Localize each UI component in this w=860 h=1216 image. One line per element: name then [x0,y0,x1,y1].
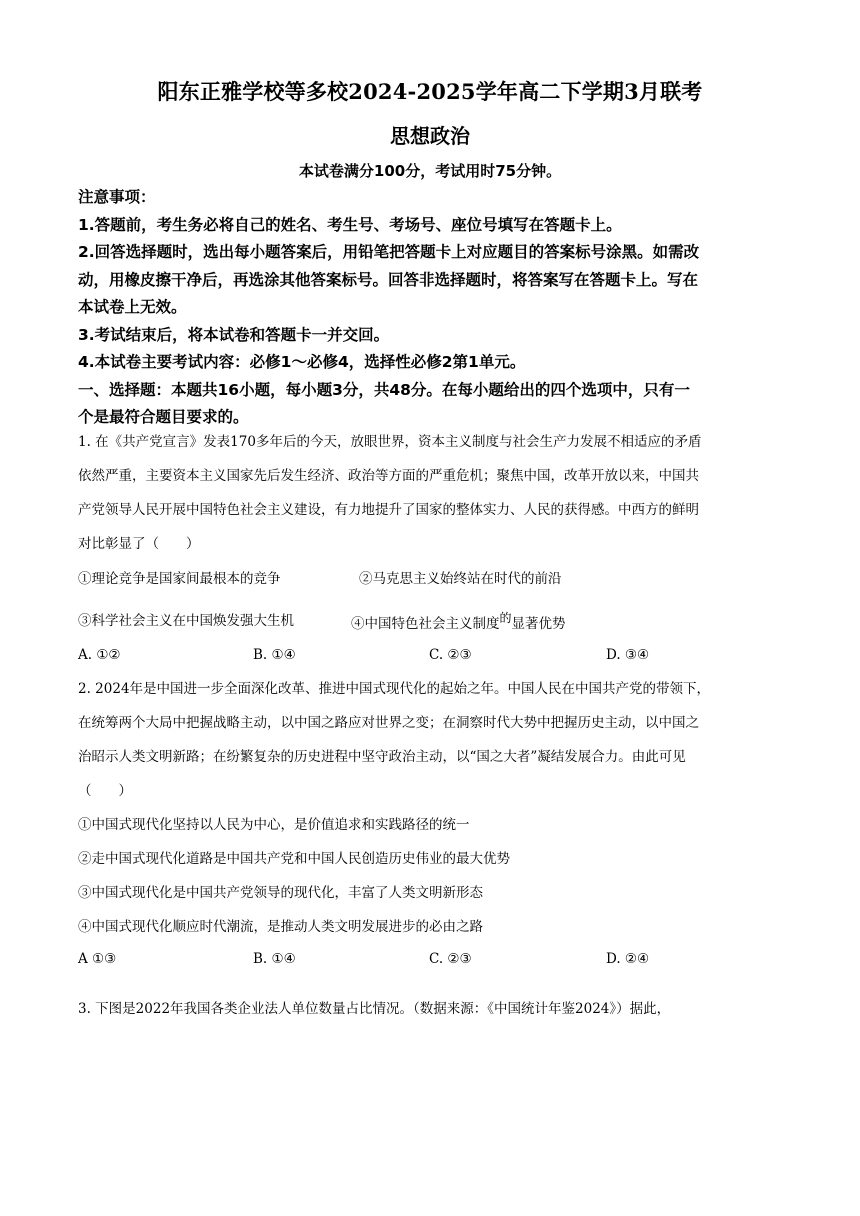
notice-item: 4.本试卷主要考试内容：必修1～必修4，选择性必修2第1单元。 [78,353,526,371]
notice-item: 1.答题前，考生务必将自己的姓名、考生号、考场号、座位号填写在答题卡上。 [78,215,622,234]
notice-item: 3.考试结束后，将本试卷和答题卡一并交回。 [78,325,390,344]
statement: ①理论竞争是国家间最根本的竞争 [78,571,281,587]
option-c[interactable]: C. ②③ [429,647,472,663]
exam-subject: 思想政治 [390,124,470,148]
notice-heading: 注意事项： [78,188,156,206]
statement: ②走中国式现代化道路是中国共产党和中国人民创造历史伟业的最大优势 [78,851,510,867]
question-2-stem [78,672,790,944]
question-line: 产党领导人民开展中国特色社会主义建设，有力地提升了国家的整体实力、人民的获得感。中西方的鲜明 [78,502,699,518]
option-c[interactable]: C. ②③ [429,951,472,967]
option-b[interactable]: B. ①④ [253,647,296,663]
option-b[interactable]: B. ①④ [253,951,296,967]
statement: ③中国式现代化是中国共产党领导的现代化，丰富了人类文明新形态 [78,885,483,901]
question-line: 在统筹两个大局中把握战略主动，以中国之路应对世界之变；在洞察时代大势中把握历史主动，以中国之 [78,715,699,731]
exam-title: 阳东正雅学校等多校2024-2025学年高二下学期3月联考 [157,79,703,104]
question-line: 对比彰显了（ ） [78,536,200,552]
statement: ①中国式现代化坚持以人民为中心，是价值追求和实践路径的统一 [78,817,470,833]
exam-info: 本试卷满分100分，考试用时75分钟。 [298,162,562,180]
notice-item: 2.回答选择题时，选出每小题答案后，用铅笔把答题卡上对应题目的答案标号涂黑。如需改 [78,243,700,261]
question-line: 1. 在《共产党宣言》发表170多年后的今天，放眼世界，资本主义制度与社会生产力发展不相适应的矛盾 [78,434,702,450]
statement-superscript: 的 [499,611,512,625]
notice-item: 本试卷上无效。 [78,298,187,316]
notice-item: 动，用橡皮擦干净后，再选涂其他答案标号。回答非选择题时，将答案写在答题卡上。写在 [78,270,699,289]
statement-text: ④中国特色社会主义制度 [351,616,500,632]
question-1-stem [78,425,790,561]
question-line: （ ） [78,783,132,799]
notice-block [78,184,790,432]
question-line: 治昭示人类文明新路；在纷繁复杂的历史进程中坚守政治主动，以“国之大者”凝结发展合力。由此可见 [78,749,686,765]
question-3-stem [78,997,790,1017]
option-d[interactable]: D. ③④ [606,647,650,663]
question-line: 3. 下图是2022年我国各类企业法人单位数量占比情况。（数据来源：《中国统计年鉴2024》）据此， [78,1001,671,1017]
question-1-options [78,647,790,667]
question-2-options [78,951,790,971]
question-1-statements-row-2 [78,609,790,632]
question-line: 2. 2024年是中国进一步全面深化改革、推进中国式现代化的起始之年。中国人民在中国共产党的带领下， [78,681,711,697]
section-heading: 个是最符合题目要求的。 [78,408,249,426]
option-a[interactable]: A ①③ [78,951,117,967]
statement: ④中国式现代化顺应时代潮流，是推动人类文明发展进步的必由之路 [78,919,483,935]
question-line: 依然严重，主要资本主义国家先后发生经济、政治等方面的严重危机；聚焦中国，改革开放以来，中国共 [78,468,699,484]
question-1-statements-row-1 [78,567,790,587]
statement: ②马克思主义始终站在时代的前沿 [359,571,562,587]
statement: ③科学社会主义在中国焕发强大生机 [78,613,294,629]
section-heading: 一、选择题：本题共16小题，每小题3分，共48分。在每小题给出的四个选项中，只有一 [78,380,690,399]
option-d[interactable]: D. ②④ [606,951,650,967]
statement-text: 显著优势 [511,616,566,632]
statement [351,609,566,632]
option-a[interactable]: A. ①② [78,647,121,663]
